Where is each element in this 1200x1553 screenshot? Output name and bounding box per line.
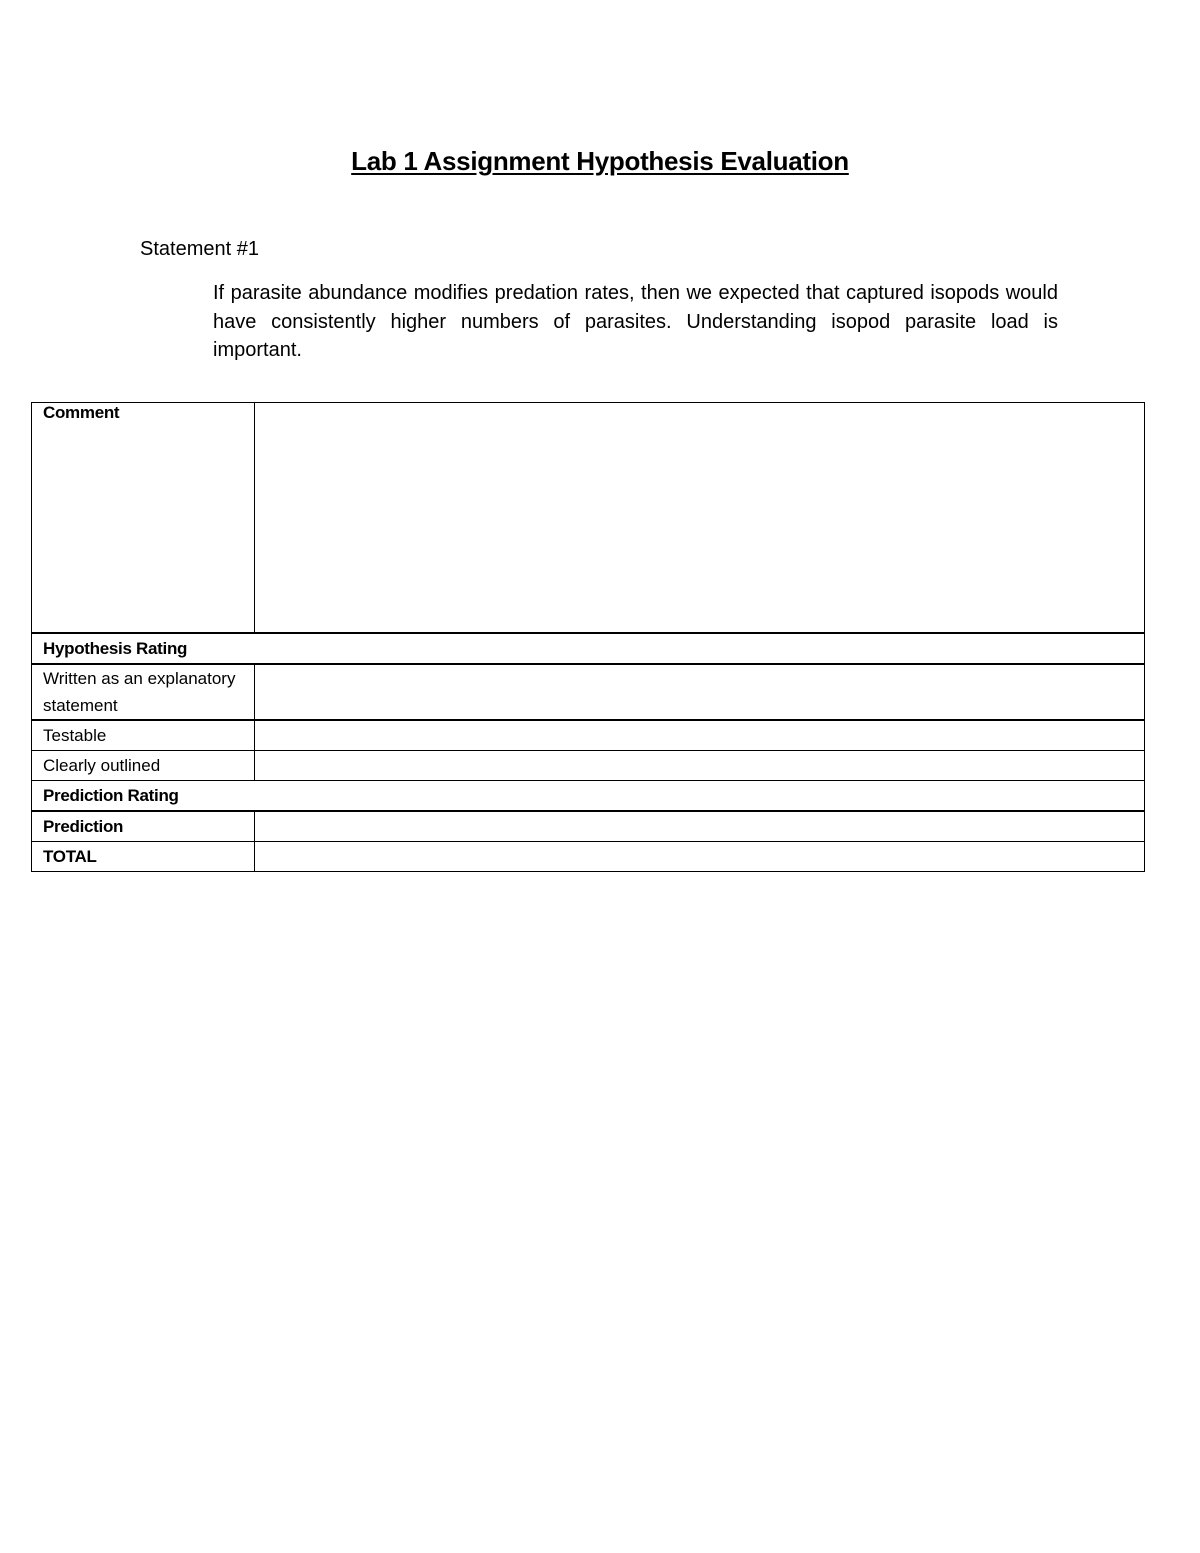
prediction-score[interactable] [255, 811, 1145, 842]
table-row [32, 842, 1145, 872]
criterion-explanatory-label: Written as an explanatory statement [32, 664, 255, 720]
table-row [32, 664, 1145, 720]
table-row [32, 751, 1145, 781]
comment-row [32, 403, 1145, 634]
prediction-rating-heading: Prediction Rating [32, 781, 1145, 812]
total-score[interactable] [255, 842, 1145, 872]
criterion-testable-score[interactable] [255, 720, 1145, 751]
comment-label: Comment [32, 403, 255, 634]
prediction-label: Prediction [32, 811, 255, 842]
criterion-clearly-outlined-score[interactable] [255, 751, 1145, 781]
statement-text: If parasite abundance modifies predation rates, then we expected that captured isopods would have consistently higher numbers of parasites. Understanding isopod parasite load is important. [213, 282, 1058, 361]
prediction-rating-header-row [32, 781, 1145, 812]
criterion-testable-label: Testable [32, 720, 255, 751]
table-row [32, 720, 1145, 751]
hypothesis-rating-header-row [32, 633, 1145, 664]
statement-label: Statement #1 [140, 238, 259, 260]
evaluation-table [31, 402, 1145, 872]
criterion-explanatory-score[interactable] [255, 664, 1145, 720]
page-title: Lab 1 Assignment Hypothesis Evaluation [351, 146, 849, 176]
table-row [32, 811, 1145, 842]
comment-field[interactable] [255, 403, 1145, 634]
total-label: TOTAL [32, 842, 255, 872]
hypothesis-rating-heading: Hypothesis Rating [32, 633, 1145, 664]
criterion-clearly-outlined-label: Clearly outlined [32, 751, 255, 781]
